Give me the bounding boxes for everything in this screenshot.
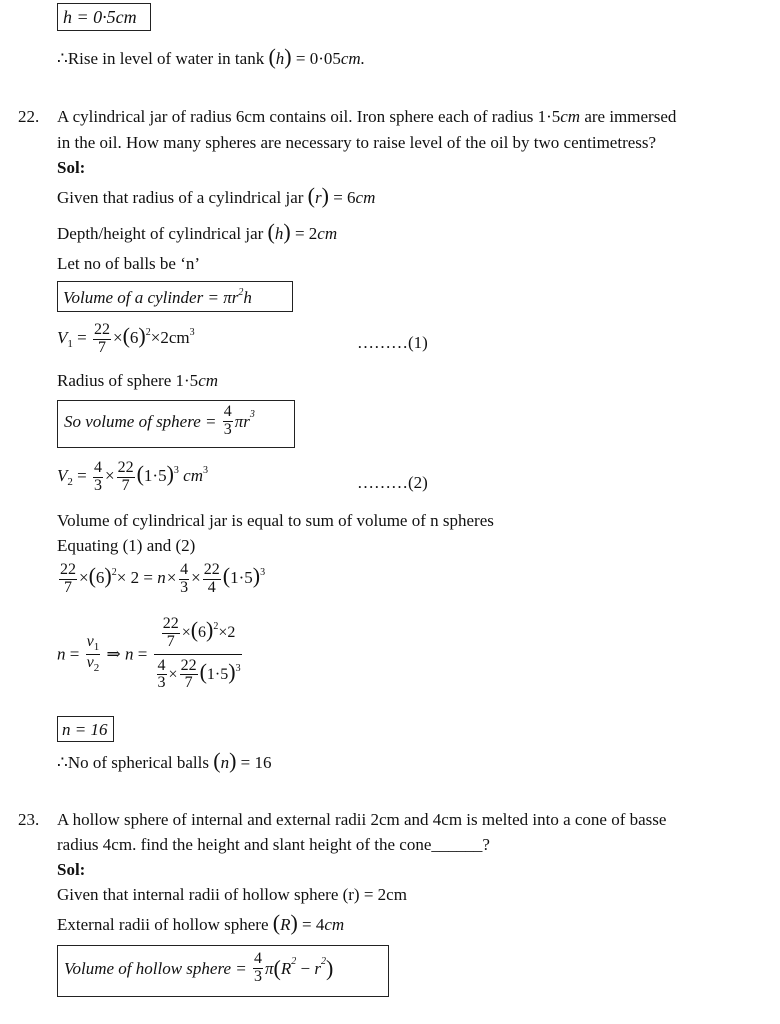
q23-external-val: = 4 xyxy=(302,915,325,934)
prev-conclusion-var: h xyxy=(275,49,285,68)
pi-symbol: π xyxy=(223,288,232,307)
hollow-sphere-formula: Volume of hollow sphere = $\frac{4}{3}$ $\pi(R^2 - r^2)$ xyxy=(64,950,334,985)
fraction-22-7: $\frac{22}{7}$ xyxy=(93,321,110,356)
h-var: h xyxy=(243,288,252,307)
square-exp: 2 xyxy=(238,287,244,298)
q22-line1-value: 1·5 xyxy=(537,107,561,126)
eq-sign: = xyxy=(77,328,87,348)
q22-final-val: = 16 xyxy=(240,753,272,772)
q23-external: External radii of hollow sphere (R) = 4cm xyxy=(57,910,345,935)
q22-let-n: Let no of balls be ‘n’ xyxy=(57,254,201,273)
hollow-sphere-text: Volume of hollow sphere = xyxy=(64,958,251,978)
q22-line2: in the oil. How many spheres are necessary to raise level of the oil by two centimetress? xyxy=(57,133,657,152)
q23-number: 23. xyxy=(18,810,40,829)
q22-depth-val: = 2 xyxy=(294,224,318,243)
q23-external-var: R xyxy=(280,915,291,934)
q22-depth: Depth/height of cylindrical jar (h) = 2cm xyxy=(57,219,338,244)
radius-sphere-unit: cm xyxy=(198,371,219,390)
sphere-formula: So volume of sphere = $\frac{4}{3}$ $\pi r^3$ xyxy=(64,403,255,438)
q22-equal-text: Volume of cylindrical jar is equal to sum of volume of n spheres xyxy=(57,511,494,530)
r-var: r xyxy=(231,288,239,307)
cylinder-formula-text: Volume of a cylinder = xyxy=(63,288,224,307)
q22-line1-text: A cylindrical jar of radius 6cm contains oil. Iron sphere each of radius xyxy=(57,107,534,126)
q23-external-text: External radii of hollow sphere xyxy=(57,915,269,934)
v1-equation: $V_1$ = $\frac{22}{7}$ $\times(6)^2\times 2cm^3$ xyxy=(57,321,195,356)
q23-sol-label: Sol: xyxy=(57,860,86,879)
eq2-tag: ………(2) xyxy=(357,473,428,492)
boxed-result-text: h = 0·5cm xyxy=(63,7,137,27)
n-derivation: n = $\frac{v_1}{v_2}$ ⇒ n = $\frac{22}{7}$ $\times(6)^2\times 2$ $\frac{4}{3}$ × $\frac{22}{7}$ $(1\cdot 5)^3$ xyxy=(57,615,241,692)
q22-depth-var: h xyxy=(274,224,284,243)
sphere-formula-text: So volume of sphere = xyxy=(64,411,221,431)
q22-radius-sphere xyxy=(57,372,218,389)
cylinder-formula xyxy=(63,288,252,306)
prev-conclusion-value: = 0·05 xyxy=(295,49,341,68)
q22-line1-unit: cm xyxy=(560,107,581,126)
prev-conclusion: ∴Rise in level of water in tank (h) = 0·05cm. xyxy=(57,44,365,69)
n-result: n = 16 xyxy=(62,720,108,739)
v2-equation: $V_2$ = $\frac{4}{3}$ × $\frac{22}{7}$ $(1\cdot 5)^3$ $cm^3$ xyxy=(57,459,208,494)
q22-given-radius: Given that radius of a cylindrical jar (r) = 6cm xyxy=(57,183,376,208)
v2-sub: 2 xyxy=(67,476,73,489)
v1-label: V xyxy=(57,328,68,348)
q22-given-radius-val: = 6 xyxy=(333,188,356,207)
eq1-tag: ………(1) xyxy=(357,333,428,352)
radius-sphere-val: 1·5 xyxy=(175,371,199,390)
q22-line1-end: are immersed xyxy=(584,107,677,126)
prev-conclusion-text: ∴Rise in level of water in tank xyxy=(57,49,265,68)
q23-line2: radius 4cm. find the height and slant height of the cone______? xyxy=(57,835,490,854)
q22-given-radius-text: Given that radius of a cylindrical jar xyxy=(57,188,304,207)
q22-final-text: ∴No of spherical balls xyxy=(57,753,209,772)
prev-conclusion-unit: cm. xyxy=(340,49,365,68)
q22-sol-label: Sol: xyxy=(57,158,86,177)
q22-final-var: n xyxy=(220,753,230,772)
v2-label: V xyxy=(57,466,68,486)
q22-given-radius-unit: cm xyxy=(355,188,376,207)
v1-sub: 1 xyxy=(67,338,73,351)
q22-number: 22. xyxy=(18,107,40,126)
n-big-fraction: $\frac{22}{7}$ $\times(6)^2\times 2$ $\frac{4}{3}$ × $\frac{22}{7}$ $(1\cdot 5)^3$ xyxy=(154,616,242,692)
q23-internal: Given that internal radii of hollow sphere (r) = 2cm xyxy=(57,885,407,904)
q22-depth-text: Depth/height of cylindrical jar xyxy=(57,224,264,243)
radius-sphere-text: Radius of sphere xyxy=(57,371,172,390)
q22-given-radius-var: r xyxy=(315,188,322,207)
q22-equating: Equating (1) and (2) xyxy=(57,536,196,555)
q23-line1: A hollow sphere of internal and external radii 2cm and 4cm is melted into a cone of basse xyxy=(57,810,667,829)
q22-depth-unit: cm xyxy=(317,224,338,243)
equated-equation: $\frac{22}{7}$ $\times(6)^2\times 2 = n\times$ $\frac{4}{3}$ × $\frac{22}{4}$ $(1\cdot 5)^3$ xyxy=(60,561,266,596)
q23-external-unit: cm xyxy=(324,915,345,934)
q22-final: ∴No of spherical balls (n) = 16 xyxy=(57,748,272,773)
q22-line1 xyxy=(57,108,676,125)
